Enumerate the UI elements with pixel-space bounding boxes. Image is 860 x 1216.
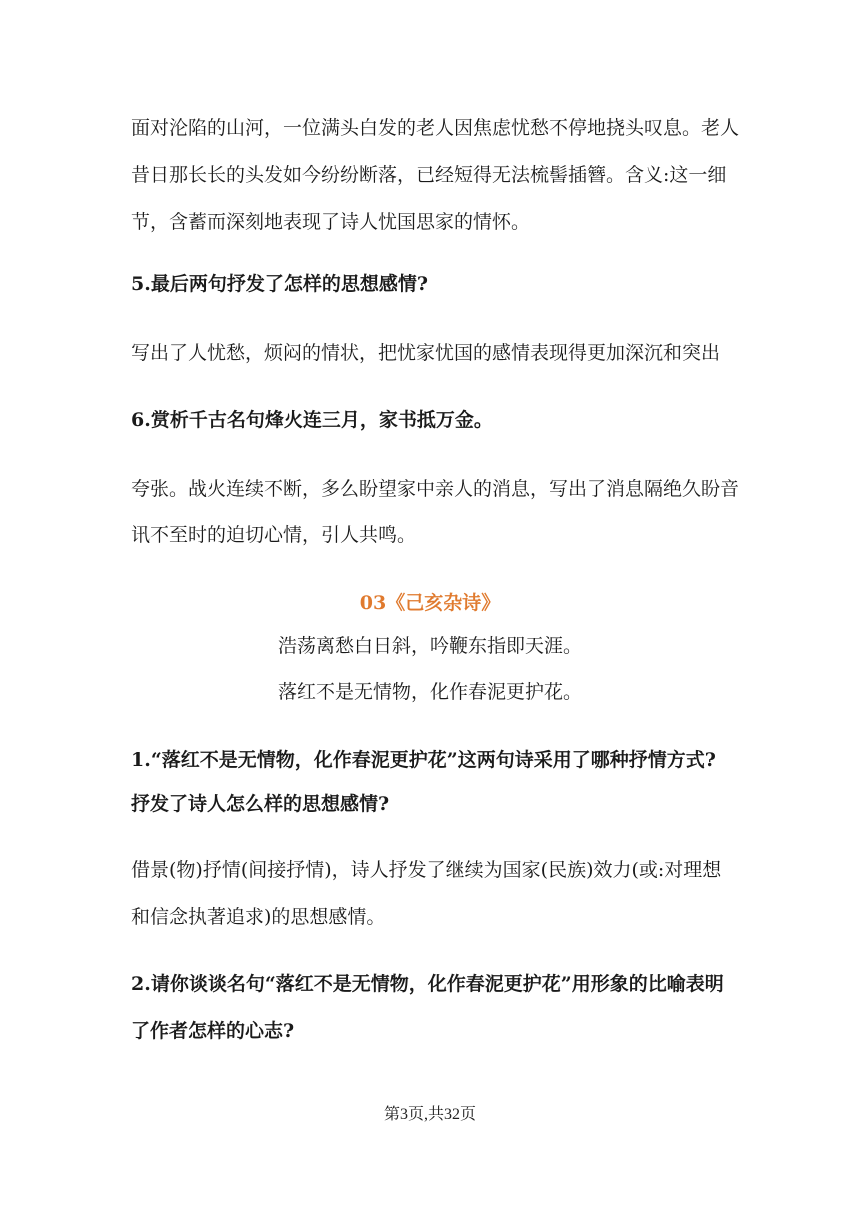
paragraph-line: 面对沦陷的山河，一位满头白发的老人因焦虑忧愁不停地挠头叹息。老人 bbox=[131, 117, 740, 139]
answer-1-line: 和信念执著追求)的思想感情。 bbox=[131, 906, 386, 928]
poem-line: 落红不是无情物，化作春泥更护花。 bbox=[277, 681, 582, 703]
question-1-line: 1.“落红不是无情物，化作春泥更护花”这两句诗采用了哪种抒情方式? bbox=[131, 749, 716, 771]
answer-1-line: 借景(物)抒情(间接抒情)，诗人抒发了继续为国家(民族)效力(或:对理想 bbox=[131, 859, 722, 881]
poem-line: 浩荡离愁白日斜，吟鞭东指即天涯。 bbox=[277, 635, 582, 657]
paragraph-line: 节，含蓄而深刻地表现了诗人忧国思家的情怀。 bbox=[131, 211, 531, 233]
answer-6-line: 讯不至时的迫切心情，引人共鸣。 bbox=[131, 524, 417, 546]
paragraph-line: 昔日那长长的头发如今纷纷断落，已经短得无法梳髻插簪。含义:这一细 bbox=[131, 164, 727, 186]
section-heading: 03《己亥杂诗》 bbox=[359, 592, 501, 614]
page-number: 第3页,共32页 bbox=[383, 1106, 476, 1123]
answer-5: 写出了人忧愁，烦闷的情状，把忧家忧国的感情表现得更加深沉和突出 bbox=[131, 342, 721, 364]
question-6: 6.赏析千古名句烽火连三月，家书抵万金。 bbox=[131, 409, 493, 431]
question-5: 5.最后两句抒发了怎样的思想感情? bbox=[131, 273, 428, 295]
question-1-line: 抒发了诗人怎么样的思想感情? bbox=[131, 793, 390, 815]
answer-6-line: 夸张。战火连续不断，多么盼望家中亲人的消息，写出了消息隔绝久盼音 bbox=[131, 478, 740, 500]
question-2-line: 了作者怎样的心志? bbox=[131, 1020, 295, 1042]
question-2-line: 2.请你谈谈名句“落红不是无情物，化作春泥更护花”用形象的比喻表明 bbox=[131, 973, 724, 995]
